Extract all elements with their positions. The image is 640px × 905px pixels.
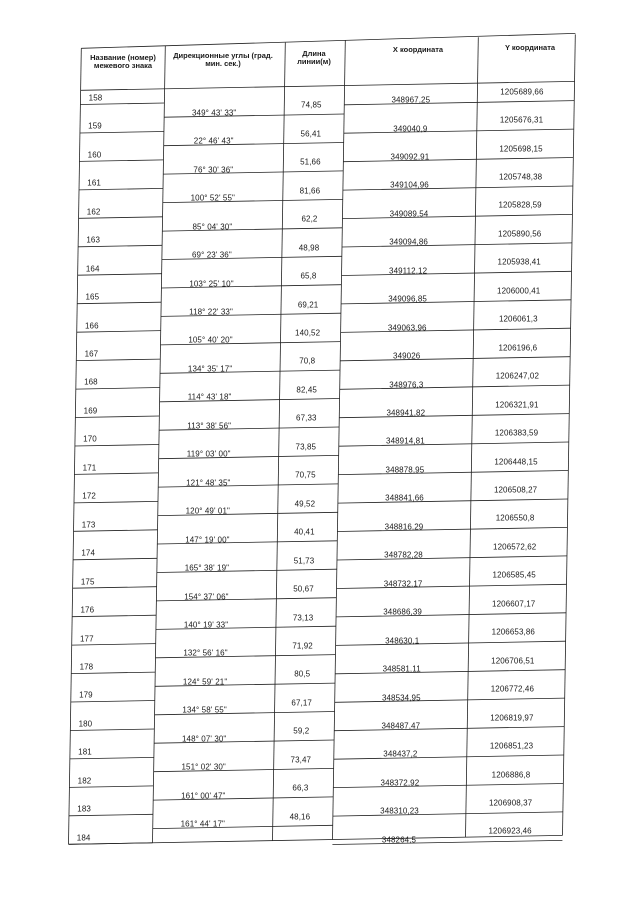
point-name: 169: [83, 406, 98, 416]
x-coordinate: 348914,81: [386, 436, 425, 446]
x-coordinate: 349112,12: [389, 266, 428, 276]
bearing-angle: 140° 19' 33": [183, 620, 229, 630]
y-coordinate: 1206196,6: [498, 343, 538, 353]
point-name: 160: [87, 150, 102, 160]
point-name: 173: [81, 520, 96, 530]
bearing-angle: 119° 03' 00": [186, 449, 231, 459]
row-rule: [339, 414, 569, 418]
point-name: 175: [80, 577, 95, 587]
row-rule: [341, 328, 571, 332]
point-name: 176: [80, 605, 95, 615]
row-rule: [343, 158, 573, 162]
point-name: 165: [85, 292, 100, 302]
row-rule: [79, 188, 163, 190]
line-length: 48,98: [298, 243, 320, 253]
y-coordinate: 1206819,97: [490, 713, 534, 723]
bearing-angle: 151° 02' 30": [181, 762, 226, 772]
row-rule: [69, 786, 153, 788]
y-coordinate: 1206653,86: [491, 627, 535, 637]
row-rule: [164, 143, 344, 146]
y-coordinate: 1206508,27: [493, 485, 538, 495]
row-rule: [80, 132, 164, 134]
point-name: 180: [78, 719, 93, 729]
bearing-angle: 121° 48' 35": [186, 478, 231, 488]
line-length: 82,45: [296, 385, 317, 395]
point-name: 179: [79, 690, 93, 700]
header-x: X координата: [392, 45, 444, 54]
line-length: 81,66: [299, 186, 321, 196]
row-rule: [70, 757, 154, 759]
row-rule: [338, 471, 568, 475]
point-name: 177: [79, 634, 94, 643]
bearing-angle: 161° 44' 17": [180, 819, 225, 829]
bearing-angle: 118° 22' 33": [189, 307, 233, 317]
row-rule: [162, 228, 342, 231]
point-name: 161: [87, 178, 101, 188]
row-rule: [334, 727, 564, 731]
row-rule: [73, 558, 157, 560]
row-rule: [335, 670, 565, 674]
table-grid: [69, 33, 576, 844]
x-coordinate: 348816,29: [384, 522, 424, 532]
point-name: 174: [81, 548, 96, 558]
x-coordinate: 348976,3: [389, 380, 424, 389]
x-coordinate: 348487,47: [381, 721, 421, 731]
row-rule: [341, 300, 571, 304]
row-rule: [337, 556, 567, 560]
row-rule: [160, 399, 340, 402]
bearing-angle: 76° 30' 36": [193, 165, 234, 175]
y-coordinate: 1206000,41: [497, 286, 541, 296]
row-rule: [78, 245, 162, 247]
point-name: 162: [86, 207, 101, 217]
row-rule: [335, 698, 565, 702]
bearing-angle: 85° 04' 30": [192, 222, 233, 232]
y-coordinate: 1206886,8: [491, 770, 531, 779]
row-rule: [343, 214, 573, 218]
line-length: 80,5: [294, 669, 311, 679]
x-coordinate: 348534,95: [381, 693, 421, 702]
x-coordinate: 348782,28: [384, 550, 423, 560]
point-name: 178: [79, 662, 94, 672]
row-rule: [332, 840, 562, 844]
row-rule: [342, 271, 572, 275]
row-rule: [161, 313, 341, 316]
line-length: 48,16: [289, 812, 311, 822]
y-coordinate: 1206247,02: [495, 371, 540, 381]
row-rule: [79, 160, 163, 162]
x-coordinate: 348264,5: [381, 835, 417, 845]
y-coordinate: 1205689,66: [500, 87, 544, 97]
y-coordinate: 1206448,15: [494, 457, 538, 466]
row-rule: [74, 501, 158, 503]
line-length: 71,92: [292, 641, 313, 651]
row-rule: [333, 784, 563, 788]
x-coordinate: 348686,39: [383, 607, 422, 617]
row-rule: [342, 243, 572, 247]
y-coordinate: 1206383,59: [494, 428, 539, 438]
row-rule: [74, 473, 158, 475]
y-coordinate: 1206585,45: [492, 570, 536, 580]
row-rule: [76, 359, 160, 361]
row-rule: [159, 427, 339, 430]
row-rule: [71, 672, 155, 674]
column-rule: [333, 41, 346, 840]
point-name: 170: [83, 434, 97, 444]
point-name: 181: [78, 747, 92, 757]
bearing-angle: 165° 38' 19": [184, 563, 230, 573]
y-coordinate: 1205748,38: [498, 172, 543, 182]
line-length: 62,2: [301, 214, 318, 224]
line-length: 66,3: [292, 783, 309, 793]
x-coordinate: 348941,82: [386, 408, 426, 418]
point-name: 171: [82, 463, 97, 473]
bearing-angle: 69° 23' 36": [191, 250, 232, 260]
x-coordinate: 349026: [393, 351, 421, 361]
x-coordinate: 349104,96: [390, 180, 429, 190]
header-y: Y координата: [504, 43, 556, 52]
bearing-angle: 100° 52' 55": [190, 193, 235, 203]
bearing-angle: 161° 00' 47": [181, 791, 226, 801]
x-coordinate: 348967,25: [391, 95, 431, 105]
y-coordinate: 1205938,41: [497, 257, 541, 267]
table-bottom-rule: [69, 835, 563, 844]
row-rule: [70, 729, 154, 731]
row-rule: [77, 331, 161, 333]
line-length: 40,41: [294, 527, 315, 537]
y-coordinate: 1206572,62: [493, 542, 537, 552]
row-rule: [337, 527, 567, 531]
line-length: 70,8: [299, 356, 316, 366]
x-coordinate: 349089,54: [389, 209, 429, 219]
row-rule: [79, 217, 163, 219]
bearing-angle: 148° 07' 30": [182, 734, 227, 744]
row-rule: [333, 812, 563, 816]
line-length: 51,73: [293, 556, 315, 566]
bearing-angle: 132° 56' 16": [183, 648, 228, 658]
line-length: 67,33: [296, 413, 317, 423]
point-name: 166: [84, 321, 99, 330]
point-name: 163: [86, 235, 101, 245]
y-coordinate: 1206772,46: [490, 684, 535, 694]
row-rule: [77, 302, 161, 304]
line-length: 74,85: [301, 100, 322, 110]
bearing-angle: 134° 58' 55": [182, 705, 227, 715]
line-length: 59,2: [293, 726, 310, 736]
column-rule: [273, 43, 286, 841]
line-length: 56,41: [300, 129, 322, 139]
row-rule: [71, 701, 155, 703]
row-rule: [75, 416, 159, 418]
row-rule: [338, 499, 568, 503]
point-name: 172: [82, 491, 96, 501]
row-rule: [76, 388, 160, 390]
point-name: 184: [76, 833, 91, 843]
line-length: 65,8: [300, 271, 317, 281]
y-coordinate: 1205828,59: [498, 200, 542, 210]
bearing-angle: 103° 25' 10": [189, 279, 234, 288]
row-rule: [343, 186, 573, 190]
row-rule: [72, 644, 156, 646]
y-coordinate: 1205890,56: [498, 229, 542, 239]
row-rule: [344, 101, 574, 105]
x-coordinate: 349096,85: [388, 294, 427, 304]
row-rule: [340, 357, 570, 361]
row-rule: [336, 641, 566, 645]
line-length: 73,13: [292, 613, 314, 622]
row-rule: [336, 613, 566, 617]
y-coordinate: 1206321,91: [495, 400, 539, 410]
line-length: 67,17: [291, 698, 312, 708]
line-length: 73,85: [295, 442, 317, 452]
column-rule: [563, 34, 576, 835]
row-rule: [80, 103, 164, 105]
line-length: 140,52: [295, 328, 321, 338]
x-coordinate: 348630,1: [385, 636, 420, 646]
row-rule: [75, 445, 159, 447]
point-name: 159: [88, 121, 102, 131]
row-rule: [337, 584, 567, 588]
bearing-angle: 120° 49' 01": [185, 506, 230, 516]
bearing-angle: 114° 43' 18": [187, 392, 232, 402]
point-name: 168: [84, 377, 98, 387]
y-coordinate: 1206851,23: [489, 741, 534, 751]
x-coordinate: 349040,9: [393, 124, 428, 133]
row-rule: [162, 256, 342, 259]
bearing-angle: 22° 46' 43": [193, 136, 234, 146]
point-name: 158: [88, 93, 103, 103]
x-coordinate: 348732,17: [383, 579, 423, 589]
x-coordinate: 348372,92: [380, 778, 420, 788]
y-coordinate: 1206550,8: [495, 513, 535, 523]
y-coordinate: 1205698,15: [499, 144, 543, 153]
bearing-angle: 134° 35' 17": [187, 364, 233, 374]
y-coordinate: 1206607,17: [492, 599, 536, 609]
row-rule: [73, 587, 157, 589]
row-rule: [74, 530, 158, 532]
line-length: 51,66: [300, 157, 321, 167]
x-coordinate: 348437,2: [383, 749, 418, 759]
y-coordinate: 1206923,46: [488, 826, 532, 836]
point-name: 183: [77, 804, 91, 814]
x-coordinate: 349063,96: [387, 323, 427, 333]
row-rule: [78, 274, 162, 276]
bearing-angle: 105° 40' 20": [188, 335, 233, 345]
y-coordinate: 1206061,3: [498, 314, 538, 324]
x-coordinate: 349092,91: [390, 152, 430, 162]
row-rule: [159, 455, 339, 458]
y-coordinate: 1206908,37: [488, 798, 533, 808]
bearing-angle: 154° 37' 06": [184, 592, 229, 601]
line-length: 49,52: [294, 499, 316, 509]
row-rule: [163, 171, 343, 174]
x-coordinate: 348310,23: [380, 806, 419, 816]
y-coordinate: 1205676,31: [499, 115, 544, 125]
row-rule: [344, 129, 574, 133]
row-rule: [340, 385, 570, 389]
line-length: 69,21: [297, 300, 319, 309]
x-coordinate: 348878,95: [385, 465, 425, 475]
header-angle: Дирекционные углы (град. мин. сек.): [173, 51, 273, 68]
header-name: Название (номер) межевого знака: [90, 53, 156, 70]
row-rule: [69, 814, 153, 816]
bearing-angle: 113° 38' 56": [187, 421, 232, 431]
line-length: 70,75: [295, 470, 316, 480]
column-rule: [466, 37, 479, 837]
header-length: Длина линии(м): [297, 49, 331, 66]
line-length: 50,67: [293, 584, 314, 594]
line-length: 73,47: [290, 755, 312, 765]
row-rule: [72, 615, 156, 617]
bearing-angle: 124° 59' 21": [182, 677, 228, 687]
bearing-angle: 349° 43' 33": [192, 108, 237, 118]
row-rule: [334, 755, 564, 759]
point-name: 182: [77, 776, 92, 786]
row-rule: [339, 442, 569, 446]
point-name: 164: [85, 264, 100, 274]
y-coordinate: 1206706,51: [491, 656, 535, 666]
x-coordinate: 348841,66: [385, 493, 424, 503]
x-coordinate: 349094,86: [389, 237, 428, 247]
x-coordinate: 348581,11: [382, 664, 421, 674]
bearing-angle: 147° 19' 00": [185, 535, 230, 545]
point-name: 167: [84, 349, 99, 359]
